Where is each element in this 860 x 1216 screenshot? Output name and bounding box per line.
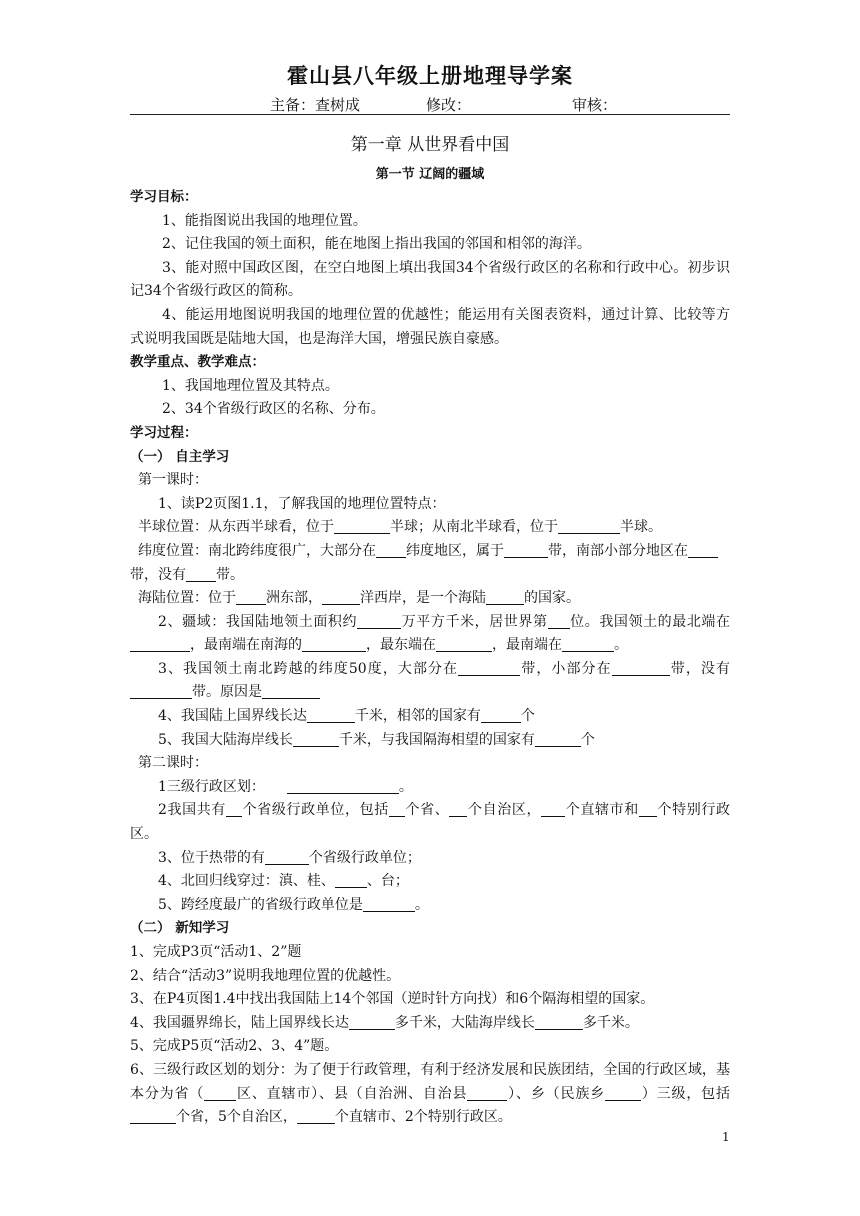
document-title: 霍山县八年级上册地理导学案 <box>287 64 573 88</box>
fill-blank[interactable] <box>548 613 570 629</box>
sea-land-line: 海陆位置：位于 洲东部， 洋西岸，是一个海陆 的国家。 <box>138 590 580 607</box>
key-point-item: 2、34个省级行政区的名称、分布。 <box>162 401 385 418</box>
key-points-heading: 教学重点、教学难点： <box>130 354 265 371</box>
fill-blank[interactable] <box>307 707 355 723</box>
fill-blank[interactable] <box>334 518 390 534</box>
fill-blank[interactable] <box>535 731 581 747</box>
fill-blank[interactable] <box>562 636 614 652</box>
fill-blank[interactable] <box>186 566 216 582</box>
process-heading: 学习过程： <box>130 424 198 441</box>
fill-blank[interactable] <box>458 660 520 676</box>
section-title: 第一节 辽阔的疆域 <box>375 167 485 182</box>
hemisphere-line: 半球位置：从东西半球看，位于 半球；从南北半球看，位于 半球。 <box>138 519 662 536</box>
chapter-title: 第一章 从世界看中国 <box>350 135 510 155</box>
fill-blank[interactable] <box>130 683 192 699</box>
fill-blank[interactable] <box>535 1014 583 1030</box>
review-label: 审核： <box>572 96 618 114</box>
fill-blank[interactable] <box>486 589 524 605</box>
goal-item: 2、记住我国的领土面积，能在地图上指出我国的邻国和相邻的海洋。 <box>162 236 591 253</box>
new-item: 5、完成P5页“活动2、3、4”题。 <box>130 1038 339 1055</box>
fill-blank[interactable] <box>349 1014 395 1030</box>
latitude-span-line: 3、我国领土南北跨越的纬度50度，大部分在 带，小部分在 带，没有带。原因是 <box>130 658 730 705</box>
fill-blank[interactable] <box>204 1085 236 1101</box>
admin-levels-line: 1三级行政区划： 。 <box>158 778 413 795</box>
page-number: 1 <box>722 1130 730 1144</box>
new-item: 2、结合“活动3”说明我地理位置的优越性。 <box>130 967 401 984</box>
new-item: 1、完成P3页“活动1、2”题 <box>130 944 302 960</box>
goal-item: 3、能对照中国政区图，在空白地图上填出我国34个省级行政区的名称和行政中心。初步识记34个省级行政区的简称。 <box>130 259 730 300</box>
tropic-of-cancer-line: 4、北回归线穿过：滇、桂、 、台； <box>158 873 409 890</box>
goals-heading: 学习目标： <box>130 189 198 205</box>
fill-blank[interactable] <box>639 801 657 817</box>
fill-blank[interactable] <box>226 801 242 817</box>
part2-heading: （二） 新知学习 <box>130 920 230 937</box>
widest-province-line: 5、跨经度最广的省级行政单位是 。 <box>158 896 429 913</box>
fill-blank[interactable] <box>293 731 339 747</box>
latitude-line: 纬度位置：南北跨纬度很广，大部分在 纬度地区，属于 带，南部小部分地区在带，没有 带。 <box>130 540 730 587</box>
new-item: 3、在P4页图1.4中找出我国陆上14个邻国（逆时针方向找）和6个隔海相望的国家。 <box>130 991 655 1008</box>
fill-blank[interactable] <box>363 896 415 912</box>
new-item-4: 4、我国疆界绵长，陆上国界线长达 多千米，大陆海岸线长 多千米。 <box>130 1014 639 1031</box>
revise-label: 修改： <box>426 96 472 114</box>
lesson2-label: 第二课时： <box>138 755 208 772</box>
goal-item: 4、能运用地图说明我国的地理位置的优越性；能运用有关图表资料，通过计算、比较等方式说明我国既是陆地大国，也是海洋大国，增强民族自豪感。 <box>130 306 730 347</box>
border-line: 4、我国陆上国界线长达 千米，相邻的国家有 个 <box>158 708 535 725</box>
chief-preparer: 主备：查树成 <box>270 96 361 114</box>
fill-blank[interactable] <box>262 683 320 699</box>
fill-blank[interactable] <box>467 1085 507 1101</box>
key-point-item: 1、我国地理位置及其特点。 <box>162 377 339 394</box>
fill-blank[interactable] <box>287 778 399 794</box>
fill-blank[interactable] <box>541 801 565 817</box>
part1-heading: （一） 自主学习 <box>130 448 230 465</box>
tropics-line: 3、位于热带的有 个省级行政单位； <box>158 849 421 866</box>
fill-blank[interactable] <box>389 801 405 817</box>
provinces-line: 2我国共有 个省级行政单位，包括 个省、 个自治区， 个直辖市和 个特别行政区。 <box>130 802 731 843</box>
document-body <box>130 186 730 1130</box>
staff-line <box>130 94 730 115</box>
goal-item: 1、能指图说出我国的地理位置。 <box>162 212 367 229</box>
lesson1-label: 第一课时： <box>138 472 208 489</box>
fill-blank[interactable] <box>376 542 406 558</box>
fill-blank[interactable] <box>612 660 670 676</box>
coastline-line: 5、我国大陆海岸线长 千米，与我国隔海相望的国家有 个 <box>158 731 595 748</box>
fill-blank[interactable] <box>302 636 366 652</box>
territory-line: 2、疆域：我国陆地领土面积约 万平方千米，居世界第 位。我国领土的最北端在，最南端在南海的 ，最东端在 ，最南端在 。 <box>130 611 730 658</box>
fill-blank[interactable] <box>449 801 467 817</box>
fill-blank[interactable] <box>481 707 521 723</box>
fill-blank[interactable] <box>130 636 190 652</box>
fill-blank[interactable] <box>130 1108 176 1124</box>
fill-blank[interactable] <box>265 849 309 865</box>
fill-blank[interactable] <box>297 1108 335 1124</box>
new-item-6: 6、三级行政区划的划分：为了便于行政管理，有利于经济发展和民族团结，全国的行政区域，基本分为省（ 区、直辖市）、县（自治洲、自治县 ）、乡（民族乡 ）三级，包括个省，5个自治区， 个直辖市、2个特别行政区。 <box>130 1061 731 1126</box>
fill-blank[interactable] <box>357 613 401 629</box>
fill-blank[interactable] <box>236 589 266 605</box>
fill-blank[interactable] <box>688 542 718 558</box>
fill-blank[interactable] <box>322 589 360 605</box>
fill-blank[interactable] <box>504 542 548 558</box>
fill-blank[interactable] <box>436 636 492 652</box>
fill-blank[interactable] <box>605 1085 641 1101</box>
fill-blank[interactable] <box>558 518 620 534</box>
fill-blank[interactable] <box>335 872 367 888</box>
exercise-line: 1、读P2页图1.1，了解我国的地理位置特点： <box>158 495 446 512</box>
